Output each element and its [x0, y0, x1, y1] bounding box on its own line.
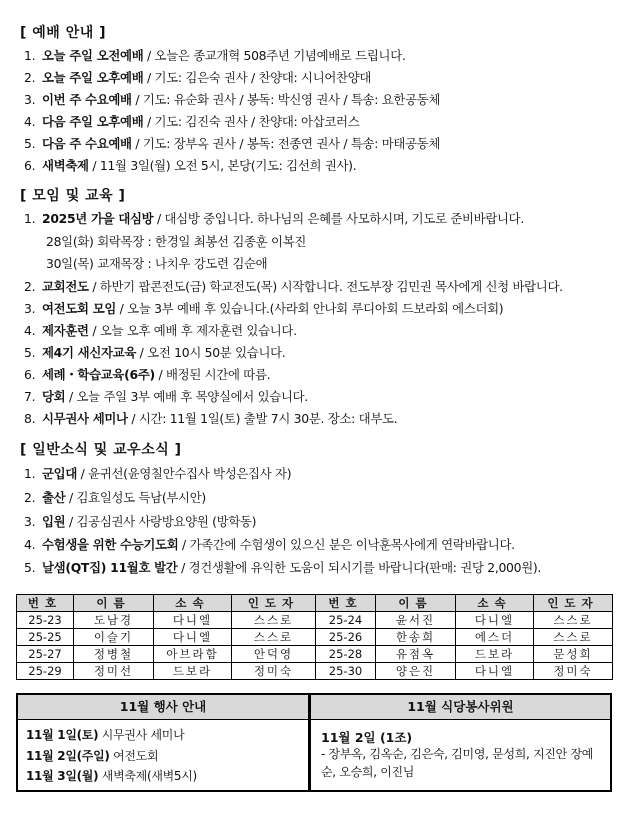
- list-item: [24, 278, 563, 296]
- item-title: 당회: [42, 389, 66, 404]
- list-item: [24, 322, 297, 340]
- roster-header-cell: 소속: [154, 595, 232, 612]
- item-number: 1.: [24, 466, 36, 481]
- list-item: [24, 47, 406, 65]
- item-number: 4.: [24, 114, 36, 129]
- item-number: 6.: [24, 367, 36, 382]
- table-row: [17, 629, 613, 646]
- roster-cell: 스스로: [534, 612, 613, 629]
- list-item: [24, 91, 440, 109]
- list-item: [24, 513, 256, 531]
- roster-cell: 유점옥: [376, 646, 456, 663]
- item-title: 다음 주일 오후예배: [42, 114, 144, 129]
- item-title: 이번 주 수요예배: [42, 92, 132, 107]
- item-number: 3.: [24, 301, 36, 316]
- kitchen-box: [310, 693, 612, 792]
- list-item: [24, 536, 515, 554]
- roster-header-row: [17, 595, 613, 612]
- roster-cell: 한송희: [376, 629, 456, 646]
- item-number: 3.: [24, 514, 36, 529]
- item-title: 입원: [42, 514, 66, 529]
- list-item: [24, 388, 308, 406]
- kitchen-date: 11월 2일 (1조): [321, 730, 413, 745]
- item-title: 2025년 가을 대심방: [42, 211, 154, 226]
- roster-header-cell: 인도자: [534, 595, 613, 612]
- table-row: [17, 646, 613, 663]
- table-row: [17, 663, 613, 680]
- item-text: / 오늘 3부 예배 후 있습니다.(사라회 안나회 루디아회 드보라회 에스더회): [116, 301, 504, 316]
- education-heading: [ 모임 및 교육 ]: [20, 188, 126, 204]
- item-text: / 윤귀선(윤영칠안수집사 박성은집사 자): [77, 466, 292, 481]
- item-text: / 기도: 김진숙 권사 / 찬양대: 아삽코러스: [143, 114, 360, 129]
- item-text: / 기도: 장부옥 권사 / 봉독: 전종연 권사 / 특송: 마태공동체: [131, 136, 441, 151]
- item-number: 7.: [24, 389, 36, 404]
- roster-cell: 다니엘: [456, 663, 534, 680]
- roster-header-cell: 이름: [74, 595, 154, 612]
- item-number: 5.: [24, 345, 36, 360]
- item-number: 8.: [24, 411, 36, 426]
- item-text: / 경건생활에 유익한 도움이 되시기를 바랍니다(판매: 권당 2,000원).: [177, 560, 542, 575]
- event-desc: 시무권사 세미나: [98, 728, 185, 742]
- item-text: / 오늘은 종교개혁 508주년 기념예배로 드립니다.: [143, 48, 406, 63]
- item-text: / 오전 10시 50분 있습니다.: [136, 345, 286, 360]
- item-number: 2.: [24, 279, 36, 294]
- item-title: 오늘 주일 오전예배: [42, 48, 144, 63]
- item-title: 군입대: [42, 466, 78, 481]
- roster-cell: 다니엘: [154, 629, 232, 646]
- list-item: [24, 69, 371, 87]
- roster-cell: 스스로: [534, 629, 613, 646]
- item-title: 다음 주 수요예배: [42, 136, 132, 151]
- new-member-roster-table: [16, 594, 613, 680]
- item-title: 출산: [42, 490, 66, 505]
- item-text: / 시간: 11월 1일(토) 출발 7시 30분. 장소: 대부도.: [127, 411, 398, 426]
- visit-line: 30일(목) 교재목장 : 나치우 강도련 김순애: [46, 256, 268, 271]
- roster-cell: 정미선: [74, 663, 154, 680]
- item-text: / 배정된 시간에 따름.: [154, 367, 271, 382]
- roster-cell: 25-23: [17, 612, 74, 629]
- item-text: / 기도: 유순화 권사 / 봉독: 박신영 권사 / 특송: 요한공동체: [131, 92, 441, 107]
- item-number: 1.: [24, 48, 36, 63]
- item-text: / 오늘 오후 예배 후 제자훈련 있습니다.: [88, 323, 297, 338]
- item-text: / 기도: 김은숙 권사 / 찬양대: 시니어찬양대: [143, 70, 372, 85]
- roster-header-cell: 번호: [17, 595, 74, 612]
- roster-header-cell: 인도자: [232, 595, 316, 612]
- roster-header-cell: 이름: [376, 595, 456, 612]
- item-text: / 김공심권사 사랑방요양원 (방학동): [65, 514, 257, 529]
- item-number: 5.: [24, 560, 36, 575]
- roster-cell: 정병철: [74, 646, 154, 663]
- item-number: 4.: [24, 537, 36, 552]
- kitchen-names: - 장부옥, 김옥순, 김은숙, 김미영, 문성희, 지진안 장예순, 오승희, 이진님: [321, 747, 594, 779]
- list-item: [24, 135, 440, 153]
- item-title: 오늘 주일 오후예배: [42, 70, 144, 85]
- event-desc: 새벽축제(새벽5시): [98, 769, 197, 783]
- news-heading: [ 일반소식 및 교우소식 ]: [20, 442, 182, 458]
- roster-cell: 윤서진: [376, 612, 456, 629]
- event-desc: 여전도회: [109, 749, 159, 763]
- roster-cell: 다니엘: [154, 612, 232, 629]
- item-text: / 오늘 주일 3부 예배 후 목양실에서 있습니다.: [65, 389, 308, 404]
- roster-cell: 25-27: [17, 646, 74, 663]
- item-number: 2.: [24, 490, 36, 505]
- events-title: 11월 행사 안내: [18, 695, 308, 720]
- table-row: [17, 612, 613, 629]
- roster-cell: 스스로: [232, 629, 316, 646]
- item-title: 날샘(QT집) 11월호 발간: [42, 560, 178, 575]
- list-item: [24, 559, 541, 577]
- item-text: / 김효일성도 득남(부시안): [65, 490, 206, 505]
- event-date: 11월 2일(주일): [26, 749, 110, 763]
- list-item: [24, 366, 270, 384]
- list-item: [24, 113, 359, 131]
- item-number: 3.: [24, 92, 36, 107]
- list-item: [24, 157, 356, 175]
- item-number: 1.: [24, 211, 36, 226]
- roster-header-cell: 번호: [316, 595, 376, 612]
- roster-body: [17, 612, 613, 680]
- list-item: [24, 465, 291, 483]
- list-item: [24, 410, 397, 428]
- roster-cell: 드보라: [456, 646, 534, 663]
- kitchen-title: 11월 식당봉사위원: [311, 695, 610, 720]
- roster-cell: 이슬기: [74, 629, 154, 646]
- event-date: 11월 1일(토): [26, 728, 99, 742]
- item-title: 수험생을 위한 수능기도회: [42, 537, 179, 552]
- roster-cell: 25-24: [316, 612, 376, 629]
- roster-cell: 문성희: [534, 646, 613, 663]
- roster-cell: 양은진: [376, 663, 456, 680]
- item-title: 제4기 새신자교육: [42, 345, 137, 360]
- roster-header-cell: 소속: [456, 595, 534, 612]
- events-box: [16, 693, 310, 792]
- roster-cell: 안덕영: [232, 646, 316, 663]
- visit-line: 28일(화) 회락목장 : 한경일 최봉선 김종훈 이복진: [46, 234, 306, 249]
- item-text: / 하반기 팝콘전도(금) 학교전도(목) 시작합니다. 전도부장 김민권 목사에게 신청 바랍니다.: [88, 279, 563, 294]
- roster-cell: 도남경: [74, 612, 154, 629]
- event-item: [26, 747, 158, 764]
- item-title: 제자훈련: [42, 323, 89, 338]
- event-item: [26, 726, 184, 743]
- item-title: 새벽축제: [42, 158, 89, 173]
- item-title: 시무권사 세미나: [42, 411, 128, 426]
- list-item: [24, 210, 524, 228]
- item-title: 여전도회 모임: [42, 301, 117, 316]
- list-item: [24, 344, 285, 362]
- item-number: 5.: [24, 136, 36, 151]
- worship-heading: [ 예배 안내 ]: [20, 25, 107, 41]
- item-text: / 가족간에 수험생이 있으신 분은 이낙훈목사에게 연락바랍니다.: [178, 537, 515, 552]
- item-text: / 11월 3일(월) 오전 5시, 본당(기도: 김선희 권사).: [88, 158, 357, 173]
- list-item: [24, 489, 206, 507]
- item-number: 2.: [24, 70, 36, 85]
- roster-cell: 25-30: [316, 663, 376, 680]
- roster-cell: 정미숙: [534, 663, 613, 680]
- roster-cell: 에스더: [456, 629, 534, 646]
- roster-cell: 25-28: [316, 646, 376, 663]
- event-item: [26, 767, 197, 784]
- item-title: 교회전도: [42, 279, 89, 294]
- roster-cell: 25-26: [316, 629, 376, 646]
- roster-cell: 아브라함: [154, 646, 232, 663]
- roster-cell: 다니엘: [456, 612, 534, 629]
- roster-cell: 스스로: [232, 612, 316, 629]
- item-title: 세례・학습교육(6주): [42, 367, 155, 382]
- item-text: / 대심방 중입니다. 하나님의 은혜를 사모하시며, 기도로 준비바랍니다.: [153, 211, 524, 226]
- roster-cell: 25-25: [17, 629, 74, 646]
- roster-cell: 드보라: [154, 663, 232, 680]
- item-number: 4.: [24, 323, 36, 338]
- item-number: 6.: [24, 158, 36, 173]
- event-date: 11월 3일(월): [26, 769, 99, 783]
- roster-cell: 정미숙: [232, 663, 316, 680]
- list-item: [24, 300, 503, 318]
- roster-cell: 25-29: [17, 663, 74, 680]
